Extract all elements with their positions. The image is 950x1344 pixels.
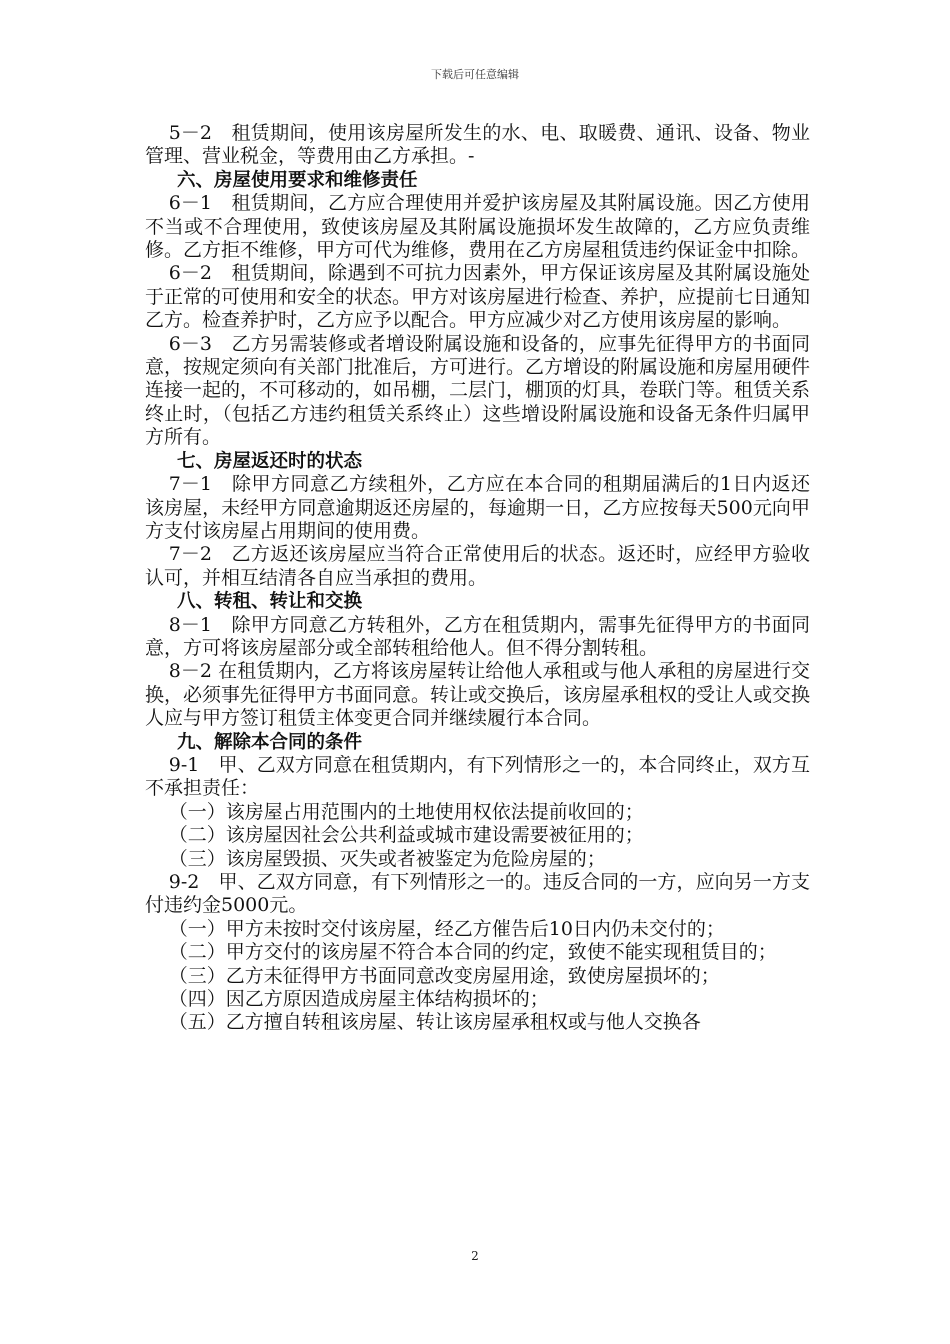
list-item: （四）因乙方原因造成房屋主体结构损坏的； [168, 988, 549, 1011]
clause-6-3: 6－3 乙方另需装修或者增设附属设施和设备的，应事先征得甲方的书面同意，按规定须向有关部门批准后，方可进行。乙方增设的附属设施和房屋用硬件连接一起的，不可移动的，如吊棚，二层门，棚顶的灯具，卷联门等。租赁关系终止时，（包括乙方违约租赁关系终止）这些增设附属设施和设备无条件归属甲方所有。 [145, 332, 811, 449]
section-heading-7: 七、房屋返还时的状态 [177, 450, 363, 472]
clause-7-1: 7－1 除甲方同意乙方续租外，乙方应在本合同的租期届满后的1日内返还该房屋，未经甲方同意逾期返还房屋的，每逾期一日，乙方应按每天500元向甲方支付该房屋占用期间的使用费。 [145, 473, 810, 542]
clause-6-2: 6－2 租赁期间，除遇到不可抗力因素外，甲方保证该房屋及其附属设施处于正常的可使用和安全的状态。甲方对该房屋进行检查、养护，应提前七日通知乙方。检查养护时，乙方应予以配合。甲方应减少对乙方使用该房屋的影响。 [145, 262, 811, 332]
clause-8-1: 8－1 除甲方同意乙方转租外，乙方在租赁期内，需事先征得甲方的书面同意，方可将该房屋部分或全部转租给他人。但不得分割转租。 [145, 613, 810, 659]
section-heading-6: 六、房屋使用要求和维修责任 [177, 169, 418, 191]
clause-9-2: 9-2 甲、乙双方同意，有下列情形之一的。违反合同的一方，应向另一方支付违约金5000元。 [145, 871, 810, 917]
clause-5-2: 5－2 租赁期间，使用该房屋所发生的水、电、取暖费、通讯、设备、物业管理、营业税金，等费用由乙方承担。- [145, 122, 810, 168]
page-header: 下载后可任意编辑 [431, 68, 519, 81]
list-item: （二）该房屋因社会公共利益或城市建设需要被征用的； [168, 824, 644, 847]
list-item: （三）该房屋毁损、灭失或者被鉴定为危险房屋的； [168, 847, 606, 870]
list-item: （一）该房屋占用范围内的土地使用权依法提前收回的； [168, 800, 644, 823]
clause-7-2: 7－2 乙方返还该房屋应当符合正常使用后的状态。返还时，应经甲方验收认可，并相互结清各自应当承担的费用。 [145, 543, 810, 589]
clause-9-1: 9-1 甲、乙双方同意在租赁期内，有下列情形之一的，本合同终止，双方互不承担责任： [145, 753, 810, 800]
list-item: （二）甲方交付的该房屋不符合本合同的约定，致使不能实现租赁目的； [168, 941, 777, 964]
document-body [145, 122, 810, 1035]
clause-6-1: 6－1 租赁期间，乙方应合理使用并爱护该房屋及其附属设施。因乙方使用不当或不合理使用，致使该房屋及其附属设施损坏发生故障的，乙方应负责维修。乙方拒不维修，甲方可代为维修，费用在乙方房屋租赁违约保证金中扣除。 [145, 192, 811, 262]
section-heading-9: 九、解除本合同的条件 [177, 731, 363, 753]
page-number: 2 [471, 1249, 479, 1263]
list-item: （一）甲方未按时交付该房屋，经乙方催告后10日内仍未交付的； [168, 917, 725, 940]
section-heading-8: 八、转租、转让和交换 [177, 591, 363, 613]
clause-8-2: 8－2 在租赁期内，乙方将该房屋转让给他人承租或与他人承租的房屋进行交换，必须事先征得甲方书面同意。转让或交换后，该房屋承租权的受让人或交换人应与甲方签订租赁主体变更合同并继续履行本合同。 [145, 660, 811, 730]
list-item: （五）乙方擅自转租该房屋、转让该房屋承租权或与他人交换各 [168, 1011, 701, 1034]
list-item: （三）乙方未征得甲方书面同意改变房屋用途，致使房屋损坏的； [168, 964, 720, 987]
